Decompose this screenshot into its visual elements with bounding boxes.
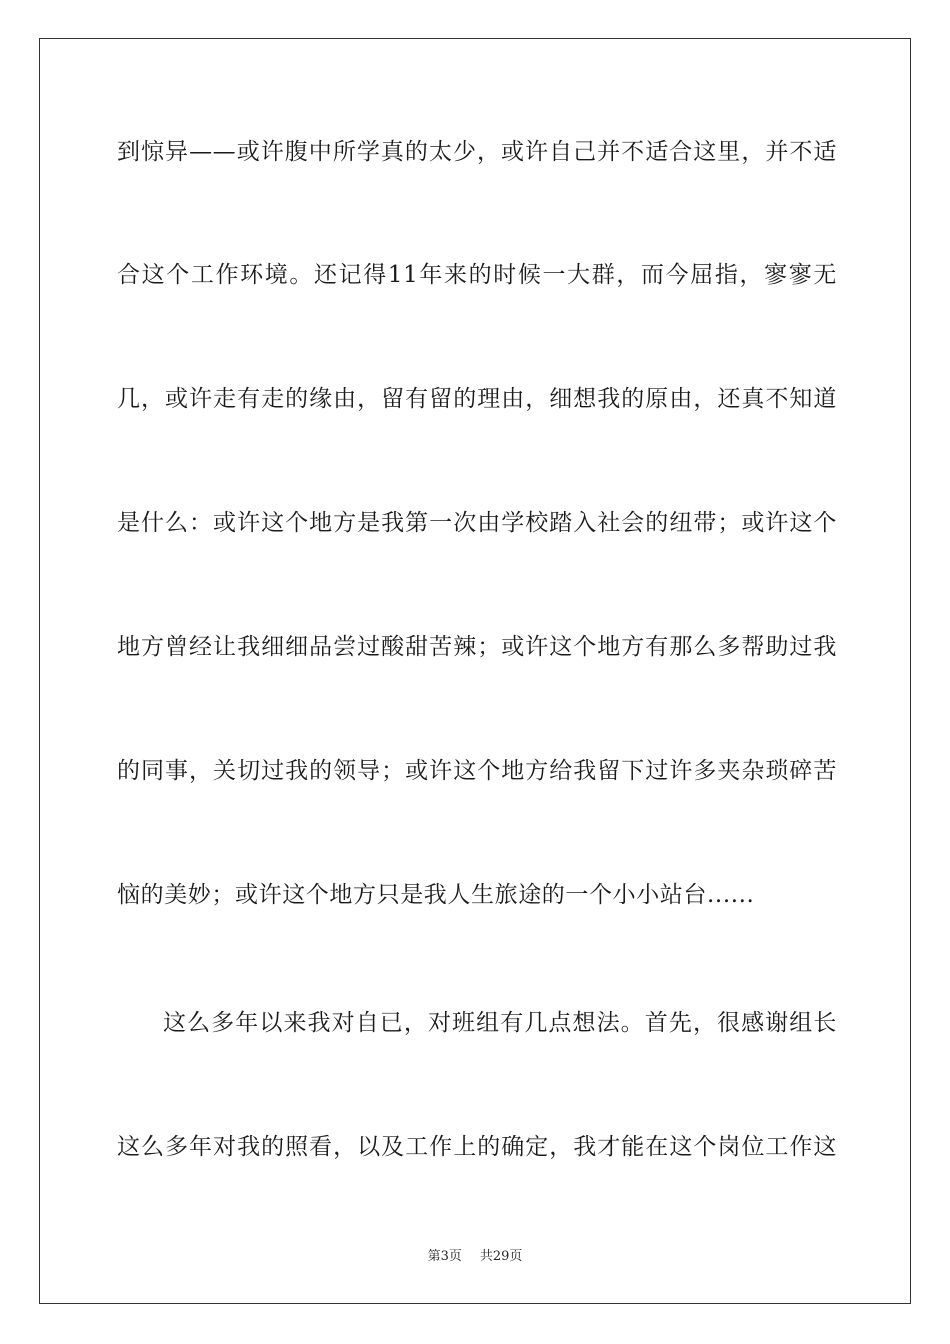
body-text-line-4: 是什么：或许这个地方是我第一次由学校踏入社会的纽带；或许这个	[117, 510, 837, 536]
total-pages: 共29页	[479, 1249, 523, 1264]
body-text-line-6: 的同事，关切过我的领导；或许这个地方给我留下过许多夹杂琐碎苦	[117, 758, 837, 784]
body-text-line-5: 地方曾经让我细细品尝过酸甜苦辣；或许这个地方有那么多帮助过我	[117, 634, 837, 660]
body-text-line-2: 合这个工作环境。还记得11年来的时候一大群，而今屈指，寥寥无	[117, 262, 837, 288]
paragraph-start-line: 这么多年以来我对自已，对班组有几点想法。首先，很感谢组长	[163, 1010, 837, 1036]
page-border	[39, 38, 911, 1304]
body-text-line-9: 这么多年对我的照看，以及工作上的确定，我才能在这个岗位工作这	[117, 1134, 837, 1160]
page-number: 第3页	[427, 1249, 462, 1264]
page-footer	[0, 1245, 950, 1264]
body-text-line-1: 到惊异——或许腹中所学真的太少，或许自己并不适合这里，并不适	[117, 139, 837, 165]
body-text-line-3: 几，或许走有走的缘由，留有留的理由，细想我的原由，还真不知道	[117, 386, 837, 412]
body-text-line-7: 恼的美妙；或许这个地方只是我人生旅途的一个小小站台......	[117, 882, 755, 908]
